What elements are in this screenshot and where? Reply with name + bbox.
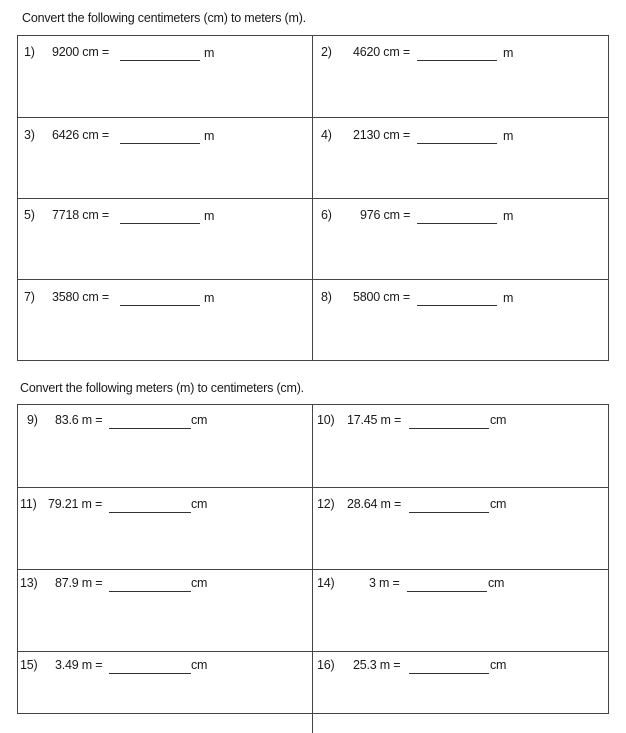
problem-number: 6) (321, 208, 332, 222)
problem-cell (313, 198, 608, 279)
problem-cell (18, 198, 313, 279)
problem-expression: 3580 cm = (52, 290, 109, 304)
problem-expression: 2130 cm = (353, 128, 410, 142)
answer-blank[interactable] (409, 512, 489, 513)
problem-expression: 7718 cm = (52, 208, 109, 222)
answer-blank[interactable] (109, 428, 191, 429)
problem-expression: 3 m = (369, 576, 400, 590)
problem-cell (18, 405, 313, 487)
problem-number: 2) (321, 45, 332, 59)
section1-instruction: Convert the following centimeters (cm) to meters (m). (22, 11, 306, 25)
problem-expression: 9200 cm = (52, 45, 109, 59)
problem-number: 15) (20, 658, 38, 672)
problem-expression: 976 cm = (360, 208, 411, 222)
problem-cell (313, 279, 608, 360)
problem-cell (313, 36, 608, 117)
problem-number: 9) (27, 413, 38, 427)
unit-label: m (204, 46, 215, 60)
unit-label: cm (490, 658, 507, 672)
problem-cell (313, 569, 608, 651)
problem-number: 1) (24, 45, 35, 59)
problem-expression: 87.9 m = (55, 576, 103, 590)
cm-to-m-problem-grid (17, 35, 609, 361)
problem-expression: 6426 cm = (52, 128, 109, 142)
unit-label: cm (488, 576, 505, 590)
problem-expression: 79.21 m = (48, 497, 103, 511)
problem-cell (18, 36, 313, 117)
unit-label: m (204, 129, 215, 143)
answer-blank[interactable] (409, 673, 489, 674)
section2-instruction: Convert the following meters (m) to centimeters (cm). (20, 381, 304, 395)
problem-number: 13) (20, 576, 38, 590)
answer-blank[interactable] (109, 591, 191, 592)
problem-expression: 4620 cm = (353, 45, 410, 59)
problem-cell (313, 117, 608, 198)
problem-number: 10) (317, 413, 335, 427)
problem-number: 4) (321, 128, 332, 142)
problem-expression: 28.64 m = (347, 497, 402, 511)
problem-cell (313, 487, 608, 569)
answer-blank[interactable] (417, 223, 497, 224)
problem-number: 11) (20, 497, 37, 511)
unit-label: m (503, 46, 514, 60)
problem-cell (18, 651, 313, 733)
problem-number: 14) (317, 576, 335, 590)
problem-cell (18, 117, 313, 198)
unit-label: m (204, 209, 215, 223)
answer-blank[interactable] (120, 305, 200, 306)
problem-expression: 3.49 m = (55, 658, 103, 672)
answer-blank[interactable] (109, 673, 191, 674)
problem-expression: 83.6 m = (55, 413, 103, 427)
answer-blank[interactable] (417, 305, 497, 306)
problem-expression: 17.45 m = (347, 413, 402, 427)
answer-blank[interactable] (409, 428, 489, 429)
problem-cell (313, 651, 608, 733)
unit-label: cm (191, 658, 208, 672)
problem-cell (18, 569, 313, 651)
problem-cell (313, 405, 608, 487)
problem-number: 3) (24, 128, 35, 142)
problem-number: 5) (24, 208, 35, 222)
answer-blank[interactable] (417, 143, 497, 144)
answer-blank[interactable] (120, 60, 200, 61)
problem-expression: 25.3 m = (353, 658, 401, 672)
answer-blank[interactable] (120, 143, 200, 144)
unit-label: m (503, 209, 514, 223)
problem-number: 7) (24, 290, 35, 304)
unit-label: cm (191, 497, 208, 511)
problem-number: 16) (317, 658, 335, 672)
unit-label: m (204, 291, 215, 305)
problem-cell (18, 487, 313, 569)
answer-blank[interactable] (407, 591, 487, 592)
problem-cell (18, 279, 313, 360)
problem-expression: 5800 cm = (353, 290, 410, 304)
unit-label: cm (490, 413, 507, 427)
m-to-cm-problem-grid (17, 404, 609, 714)
problem-number: 8) (321, 290, 332, 304)
problem-number: 12) (317, 497, 335, 511)
answer-blank[interactable] (417, 60, 497, 61)
answer-blank[interactable] (109, 512, 191, 513)
unit-label: cm (191, 576, 208, 590)
unit-label: m (503, 291, 514, 305)
unit-label: cm (191, 413, 208, 427)
unit-label: cm (490, 497, 507, 511)
unit-label: m (503, 129, 514, 143)
answer-blank[interactable] (120, 223, 200, 224)
